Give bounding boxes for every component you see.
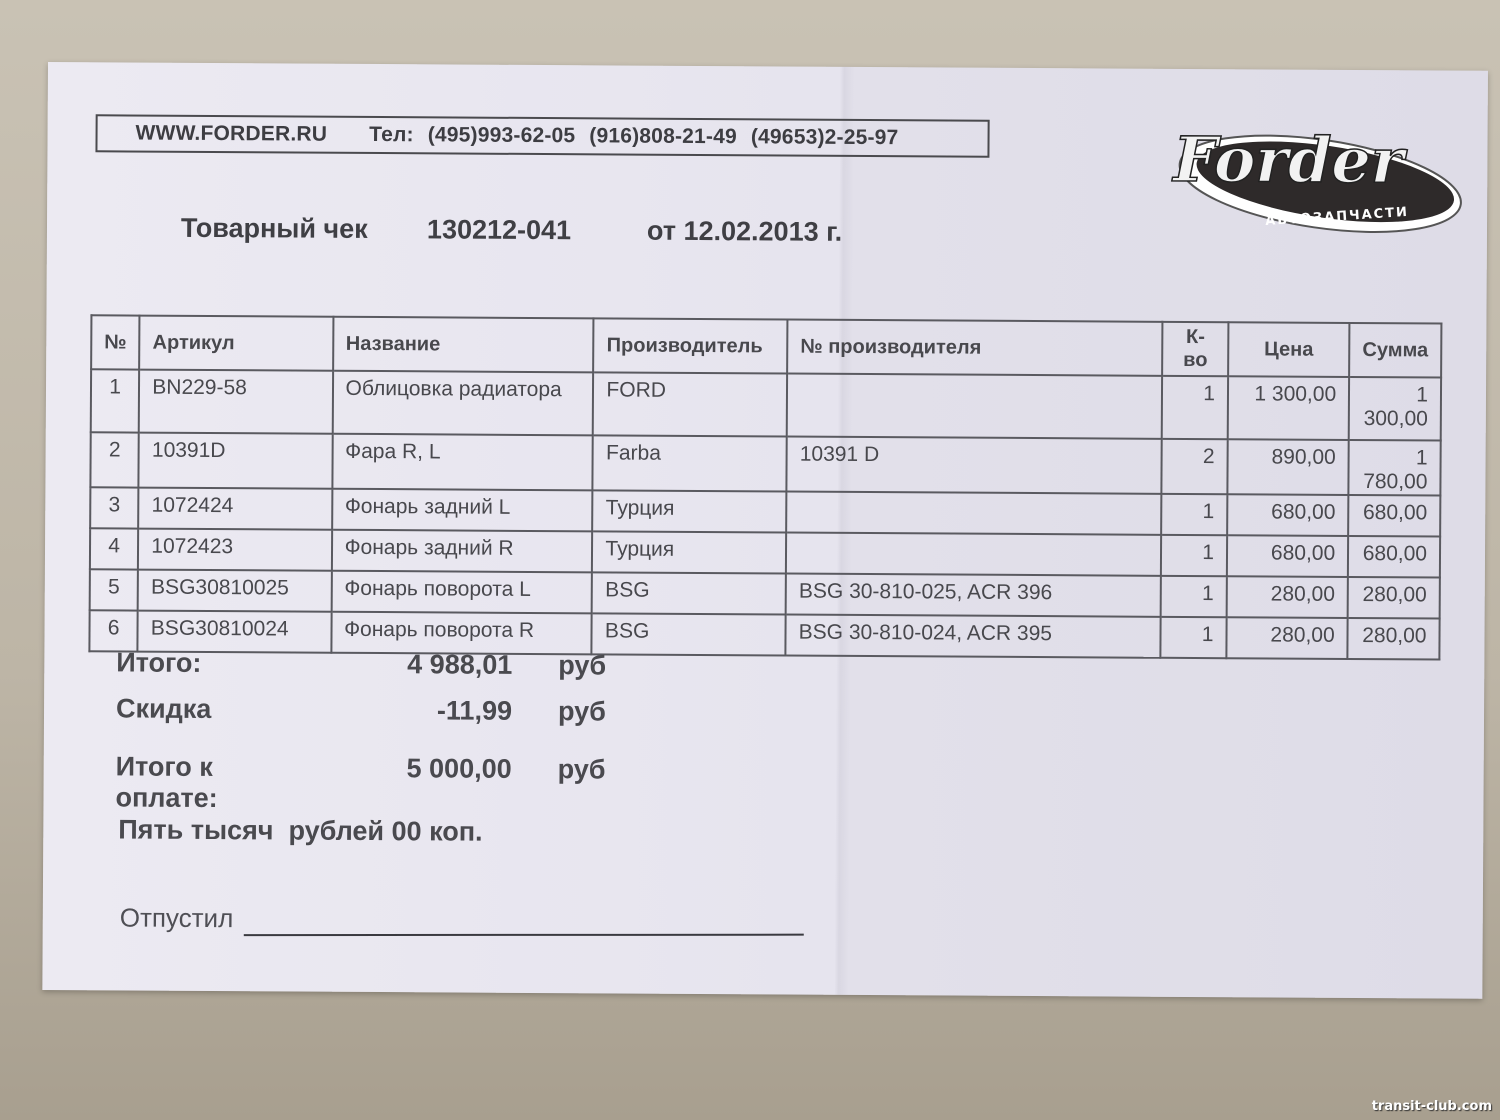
discount-value: -11,99 <box>436 695 513 726</box>
row-sum: 280,00 <box>1348 577 1440 619</box>
row-qty: 1 <box>1162 376 1228 439</box>
phone-3: (49653)2-25-97 <box>750 125 899 150</box>
row-qty: 1 <box>1161 494 1227 535</box>
released-signature <box>120 902 804 937</box>
contact-box <box>95 114 989 157</box>
row-maker-no: BSG 30-810-024, ACR 395 <box>786 615 1161 658</box>
phone-list <box>369 123 898 150</box>
row-maker: Турция <box>593 490 787 532</box>
signature-line <box>243 906 803 936</box>
receipt-heading <box>181 213 842 248</box>
items-table <box>88 314 1442 660</box>
col-name: Название <box>333 317 594 373</box>
logo-tagline: АВТОЗАПЧАСТИ <box>1264 204 1410 230</box>
row-number: 2 <box>90 432 139 487</box>
row-sum: 280,00 <box>1348 618 1440 660</box>
receipt-paper <box>42 62 1488 999</box>
row-article: 1072423 <box>138 529 332 571</box>
phone-1: (495)993-62-05 <box>427 123 576 148</box>
discount-label: Скидка <box>115 693 212 725</box>
row-price: 280,00 <box>1226 617 1347 659</box>
to-pay-label: Итого к оплате: <box>115 751 218 814</box>
watermark: transit-club.com <box>1371 1099 1492 1114</box>
row-price: 680,00 <box>1227 494 1348 536</box>
col-maker-no: № производителя <box>787 320 1163 376</box>
released-label: Отпустил <box>119 902 234 934</box>
table-row <box>91 369 1441 440</box>
row-maker: Farba <box>593 435 787 491</box>
row-qty: 2 <box>1162 439 1228 494</box>
row-maker: Турция <box>592 531 786 573</box>
currency: руб <box>558 650 607 681</box>
row-number: 6 <box>89 610 138 651</box>
row-article: BSG30810024 <box>138 611 332 653</box>
row-qty: 1 <box>1161 617 1227 658</box>
subtotal-value: 4 988,01 <box>407 649 513 680</box>
row-name: Фара R, L <box>332 434 593 491</box>
row-sum: 680,00 <box>1348 495 1440 537</box>
table-row <box>89 610 1439 659</box>
row-price: 890,00 <box>1227 439 1349 495</box>
subtotal-label: Итого: <box>116 647 202 678</box>
col-sum: Сумма <box>1349 323 1441 378</box>
col-price: Цена <box>1228 322 1350 377</box>
row-name: Облицовка радиатора <box>332 371 593 436</box>
row-sum: 680,00 <box>1348 536 1440 578</box>
row-number: 4 <box>90 528 139 569</box>
col-maker: Производитель <box>594 318 788 373</box>
receipt-title: Товарный чек <box>180 212 368 244</box>
website: WWW.FORDER.RU <box>135 121 328 146</box>
row-maker-no <box>787 374 1163 439</box>
currency: руб <box>557 754 606 785</box>
row-price: 680,00 <box>1227 535 1348 577</box>
row-number: 5 <box>90 569 139 610</box>
totals-block <box>115 647 607 814</box>
phone-label: Тел: <box>369 122 414 147</box>
table-header-row <box>91 315 1441 377</box>
receipt-number: 130212-041 <box>426 214 572 246</box>
forder-logo <box>1145 111 1466 243</box>
row-qty: 1 <box>1161 576 1227 617</box>
row-number: 3 <box>90 487 139 528</box>
row-price: 280,00 <box>1227 576 1348 618</box>
row-article: 10391D <box>139 433 333 489</box>
row-name: Фонарь поворота R <box>331 612 592 655</box>
table-row <box>90 432 1440 495</box>
row-sum: 1 300,00 <box>1349 377 1441 441</box>
row-name: Фонарь задний R <box>331 530 592 573</box>
row-name: Фонарь поворота L <box>331 571 592 614</box>
row-name: Фонарь задний L <box>332 489 593 532</box>
row-price: 1 300,00 <box>1228 376 1350 440</box>
to-pay-value: 5 000,00 <box>406 753 512 784</box>
row-maker-no <box>786 492 1161 535</box>
col-article: Артикул <box>139 316 333 371</box>
col-qty: К-во <box>1162 322 1228 376</box>
receipt-date: от 12.02.2013 г. <box>646 215 843 247</box>
row-qty: 1 <box>1161 535 1227 576</box>
row-maker: BSG <box>592 572 786 614</box>
amount-in-words: Пять тысяч рублей 00 коп. <box>118 814 483 847</box>
row-sum: 1 780,00 <box>1349 440 1441 496</box>
row-maker: FORD <box>593 372 787 436</box>
row-maker-no <box>786 533 1161 576</box>
row-maker-no: 10391 D <box>787 437 1163 494</box>
row-article: 1072424 <box>138 488 332 530</box>
row-maker: BSG <box>592 613 786 655</box>
row-number: 1 <box>91 369 140 432</box>
logo-brand: Forder <box>1173 122 1404 198</box>
col-number: № <box>91 315 140 369</box>
phone-2: (916)808-21-49 <box>589 124 737 149</box>
row-article: BN229-58 <box>139 370 333 434</box>
row-maker-no: BSG 30-810-025, ACR 396 <box>786 574 1161 617</box>
currency: руб <box>557 696 606 727</box>
row-article: BSG30810025 <box>138 570 332 612</box>
